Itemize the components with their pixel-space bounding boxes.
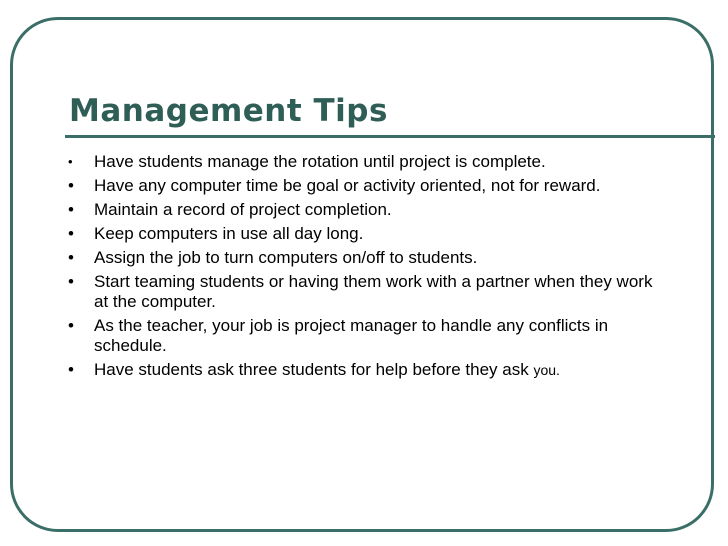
bullet-text: Keep computers in use all day long.: [94, 224, 364, 243]
list-item: [68, 316, 668, 356]
bullet-dot: •: [68, 224, 74, 243]
bullet-text: Assign the job to turn computers on/off to students.: [94, 248, 478, 267]
bullet-text: Start teaming students or having them work with a partner when: [94, 272, 575, 291]
list-item: [68, 360, 668, 380]
list-item: [68, 224, 668, 244]
bullet-list: [68, 152, 668, 384]
bullet-text: As the teacher, your job is project manager to handle any: [94, 316, 524, 335]
bullet-dot: •: [68, 200, 74, 219]
bullet-text: Maintain a record of project completion.: [94, 200, 392, 219]
list-item: [68, 200, 668, 220]
bullet-dot: •: [68, 272, 74, 291]
bullet-text-continued: reward.: [543, 176, 601, 195]
slide-title: Management Tips: [69, 93, 388, 129]
bullet-dot: •: [68, 360, 74, 379]
bullet-text: Have students ask three students for help before they ask: [94, 360, 529, 379]
bullet-dot: •: [68, 154, 73, 169]
bullet-text: Have students manage the rotation until project is complete.: [94, 152, 546, 171]
bullet-text-continued: they work at the computer.: [94, 272, 653, 311]
bullet-text: Have any computer time be goal or activity oriented, not for: [94, 176, 540, 195]
bullet-text-continued: conflicts in schedule.: [94, 316, 609, 355]
bullet-text-tail: you.: [533, 362, 560, 378]
bullet-dot: •: [68, 248, 74, 267]
list-item: [68, 152, 668, 172]
bullet-dot: •: [68, 176, 74, 195]
list-item: [68, 248, 668, 268]
bullet-dot: •: [68, 316, 74, 335]
title-divider: [65, 135, 715, 138]
list-item: [68, 176, 668, 196]
list-item: [68, 272, 668, 312]
